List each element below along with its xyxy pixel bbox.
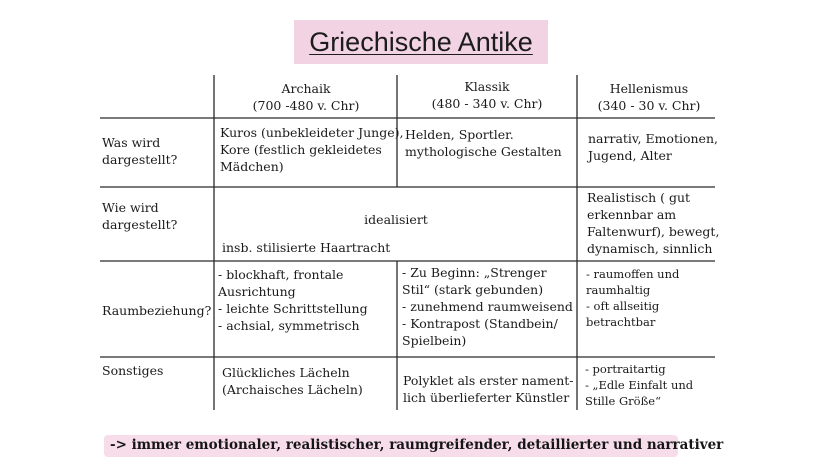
footer-summary: -> immer emotionaler, realistischer, raumgreifender, detaillierter und narrativer bbox=[110, 437, 724, 453]
header-hellenismus-name: Hellenismus bbox=[609, 81, 689, 96]
header-hellenismus bbox=[579, 80, 719, 114]
header-klassik-name: Klassik bbox=[464, 79, 510, 94]
cell-sonstiges-hellenismus: - portraitartig - „Edle Einfalt und Stille Größe“ bbox=[585, 362, 694, 408]
page-title: Griechische Antike bbox=[309, 26, 533, 57]
header-klassik-dates: (480 - 340 v. Chr) bbox=[431, 96, 543, 111]
row-label-sonstiges: Sonstiges bbox=[102, 363, 164, 378]
header-archaik-dates: (700 -480 v. Chr) bbox=[252, 98, 360, 113]
cell-sonstiges-klassik: Polyklet als erster nament- lich überlieferter Künstler bbox=[403, 373, 574, 405]
cell-raum-hellenismus: - raumoffen und raumhaltig - oft allseitig betrachtbar bbox=[586, 267, 680, 329]
header-archaik bbox=[216, 80, 396, 114]
header-hellenismus-dates: (340 - 30 v. Chr) bbox=[597, 98, 701, 113]
cell-wie-hellenismus: Realistisch ( gut erkennbar am Faltenwurf), bewegt, dynamisch, sinnlich bbox=[587, 190, 720, 256]
row-label-wie: Wie wird dargestellt? bbox=[102, 200, 178, 232]
cell-dargestellt-archaik: Kuros (unbekleideter Junge), Kore (festlich gekleidetes Mädchen) bbox=[220, 125, 404, 174]
header-klassik bbox=[399, 78, 575, 112]
cell-raum-klassik: - Zu Beginn: „Strenger Stil“ (stark gebunden) - zunehmend raumweisend - Kontrapost (Standbein/ Spielbein) bbox=[402, 265, 573, 348]
row-label-raum: Raumbeziehung? bbox=[102, 303, 212, 318]
cell-wie-note: insb. stilisierte Haartracht bbox=[222, 240, 391, 255]
cell-wie-merged: idealisiert bbox=[364, 212, 428, 227]
header-archaik-name: Archaik bbox=[281, 81, 331, 96]
cell-sonstiges-archaik: Glückliches Lächeln (Archaisches Lächeln) bbox=[222, 365, 363, 397]
title-highlight bbox=[294, 20, 548, 64]
row-label-dargestellt: Was wird dargestellt? bbox=[102, 135, 178, 167]
cell-dargestellt-hellenismus: narrativ, Emotionen, Jugend, Alter bbox=[588, 131, 718, 163]
cell-raum-archaik: - blockhaft, frontale Ausrichtung - leichte Schrittstellung - achsial, symmetrisch bbox=[218, 267, 368, 333]
cell-dargestellt-klassik: Helden, Sportler. mythologische Gestalten bbox=[405, 127, 562, 159]
